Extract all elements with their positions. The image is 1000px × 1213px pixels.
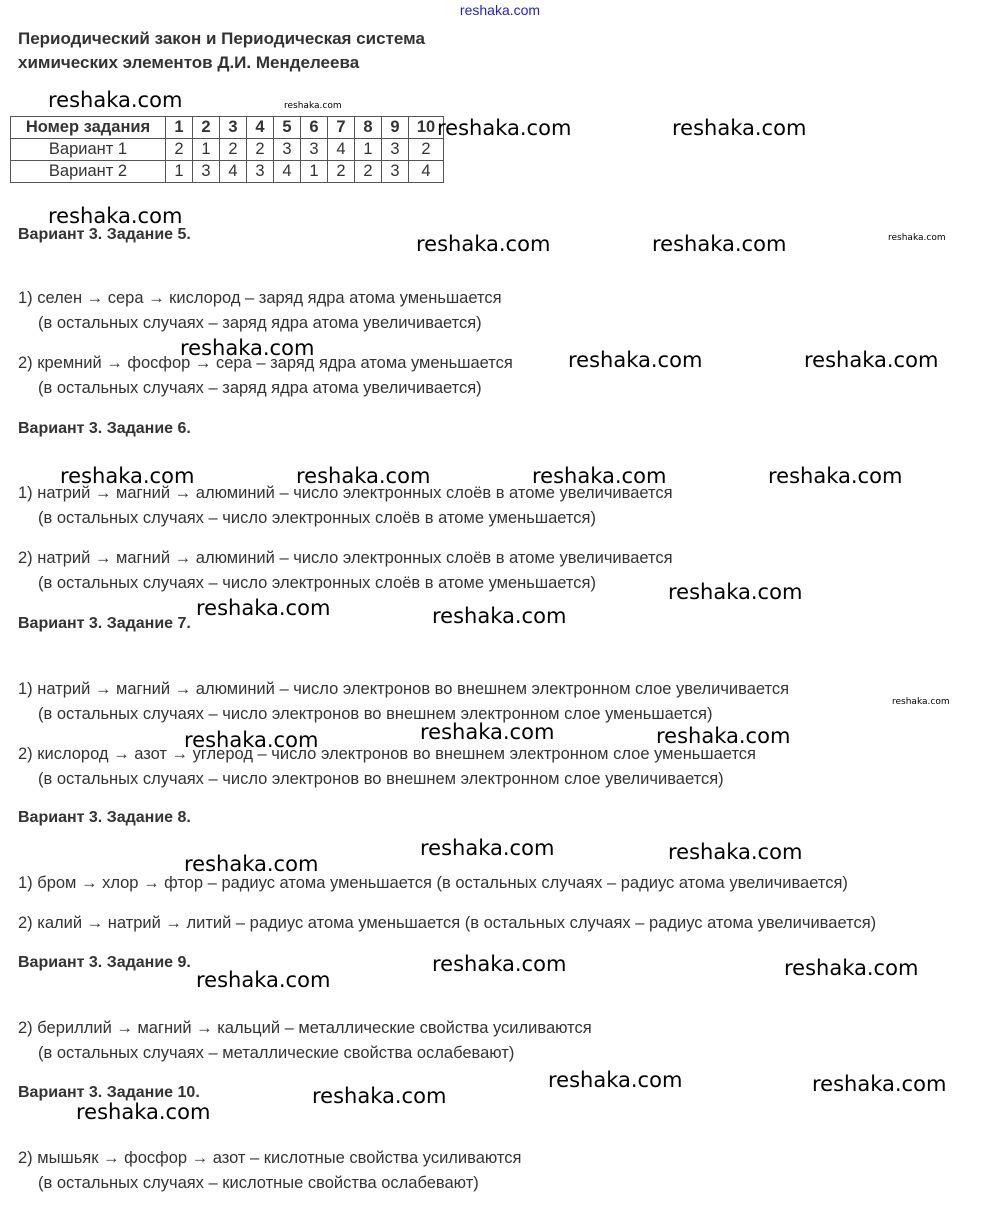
answer-line: 2) кислород → азот → углерод – число электронов во внешнем электронном слое уменьшается xyxy=(18,745,756,763)
table-cell: 1 xyxy=(355,139,382,161)
answer-line: (в остальных случаях – металлические свойства ослабевают) xyxy=(38,1044,515,1062)
watermark: reshaka.com xyxy=(48,204,183,228)
watermark: reshaka.com xyxy=(420,836,555,860)
table-header-cell: 8 xyxy=(355,117,382,139)
answer-line: 1) селен → сера → кислород – заряд ядра атома уменьшается xyxy=(18,289,502,307)
table-row xyxy=(11,139,444,161)
table-header-cell: 10 xyxy=(409,117,444,139)
table-header-cell: 6 xyxy=(301,117,328,139)
watermark: reshaka.com xyxy=(416,232,551,256)
table-header-cell: 4 xyxy=(247,117,274,139)
answer-line: 2) натрий → магний → алюминий – число электронных слоёв в атоме увеличивается xyxy=(18,549,673,567)
answer-line: 1) натрий → магний → алюминий – число электронных слоёв в атоме увеличивается xyxy=(18,484,673,502)
table-cell: 2 xyxy=(220,139,247,161)
table-cell: 4 xyxy=(220,161,247,183)
table-cell: 1 xyxy=(301,161,328,183)
table-header-cell: 7 xyxy=(328,117,355,139)
table-cell: 3 xyxy=(382,139,409,161)
table-row xyxy=(11,161,444,183)
table-cell: 3 xyxy=(274,139,301,161)
table-cell: 3 xyxy=(247,161,274,183)
table-cell: 1 xyxy=(166,161,193,183)
section-heading: Вариант 3. Задание 7. xyxy=(18,615,191,632)
watermark: reshaka.com xyxy=(804,348,939,372)
table-cell: 3 xyxy=(301,139,328,161)
watermark: reshaka.com xyxy=(652,232,787,256)
answer-line: (в остальных случаях – число электронных слоёв в атоме уменьшается) xyxy=(38,509,596,527)
table-header-cell: 2 xyxy=(193,117,220,139)
watermark: reshaka.com xyxy=(784,956,919,980)
top-link[interactable]: reshaka.com xyxy=(459,2,541,18)
watermark: reshaka.com xyxy=(812,1072,947,1096)
answer-line: (в остальных случаях – заряд ядра атома увеличивается) xyxy=(38,379,482,397)
table-header-cell: 1 xyxy=(166,117,193,139)
watermark: reshaka.com xyxy=(196,968,331,992)
watermark: reshaka.com xyxy=(548,1068,683,1092)
watermark: reshaka.com xyxy=(768,464,903,488)
watermark: reshaka.com xyxy=(60,464,195,488)
watermark-small: reshaka.com xyxy=(892,697,950,707)
watermark: reshaka.com xyxy=(420,720,555,744)
watermark: reshaka.com xyxy=(437,116,572,140)
watermark: reshaka.com xyxy=(180,336,315,360)
table-cell: 3 xyxy=(382,161,409,183)
table-cell: 2 xyxy=(409,139,444,161)
table-cell: 2 xyxy=(247,139,274,161)
watermark: reshaka.com xyxy=(196,596,331,620)
watermark: reshaka.com xyxy=(432,604,567,628)
watermark: reshaka.com xyxy=(568,348,703,372)
answers-table xyxy=(10,116,444,183)
answer-line: (в остальных случаях – число электронов во внешнем электронном слое уменьшается) xyxy=(38,705,713,723)
section-heading: Вариант 3. Задание 9. xyxy=(18,954,191,971)
table-cell: 4 xyxy=(409,161,444,183)
answer-line: 2) кремний → фосфор → сера – заряд ядра атома уменьшается xyxy=(18,354,513,372)
answer-line: (в остальных случаях – заряд ядра атома увеличивается) xyxy=(38,314,482,332)
watermark: reshaka.com xyxy=(432,952,567,976)
watermark: reshaka.com xyxy=(656,724,791,748)
table-header-row xyxy=(11,117,444,139)
watermark: reshaka.com xyxy=(296,464,431,488)
watermark: reshaka.com xyxy=(668,840,803,864)
section-heading: Вариант 3. Задание 8. xyxy=(18,809,191,826)
table-cell: 2 xyxy=(328,161,355,183)
table-header-cell: 3 xyxy=(220,117,247,139)
table-cell: 4 xyxy=(274,161,301,183)
answer-line: 2) мышьяк → фосфор → азот – кислотные свойства усиливаются xyxy=(18,1149,522,1167)
table-cell: 3 xyxy=(193,161,220,183)
watermark: reshaka.com xyxy=(76,1100,211,1124)
watermark: reshaka.com xyxy=(184,852,319,876)
watermark: reshaka.com xyxy=(48,88,183,112)
table-header-cell: 5 xyxy=(274,117,301,139)
table-cell: 2 xyxy=(355,161,382,183)
watermark: reshaka.com xyxy=(532,464,667,488)
watermark-small: reshaka.com xyxy=(888,233,946,243)
table-cell: Вариант 2 xyxy=(11,161,166,183)
section-heading: Вариант 3. Задание 6. xyxy=(18,420,191,437)
watermark: reshaka.com xyxy=(668,580,803,604)
section-heading: Вариант 3. Задание 10. xyxy=(18,1084,200,1101)
answer-line: 1) натрий → магний → алюминий – число электронов во внешнем электронном слое увеличивается xyxy=(18,680,790,698)
table-header-cell: 9 xyxy=(382,117,409,139)
table-cell: 2 xyxy=(166,139,193,161)
page-title-line-2: химических элементов Д.И. Менделеева xyxy=(18,53,360,72)
watermark: reshaka.com xyxy=(184,728,319,752)
answer-line: (в остальных случаях – число электронных слоёв в атоме уменьшается) xyxy=(38,574,596,592)
watermark-small: reshaka.com xyxy=(284,101,342,111)
page-title-line-1: Периодический закон и Периодическая система xyxy=(18,29,425,48)
answer-line: (в остальных случаях – кислотные свойства ослабевают) xyxy=(38,1174,479,1192)
answer-line: 1) бром → хлор → фтор – радиус атома уменьшается (в остальных случаях – радиус атома увеличивается) xyxy=(18,874,848,892)
watermark: reshaka.com xyxy=(672,116,807,140)
table-cell: 4 xyxy=(328,139,355,161)
section-heading: Вариант 3. Задание 5. xyxy=(18,226,191,243)
answer-line: (в остальных случаях – число электронов во внешнем электронном слое увеличивается) xyxy=(38,770,724,788)
watermark: reshaka.com xyxy=(312,1084,447,1108)
table-header-cell: Номер задания xyxy=(11,117,166,139)
table-cell: 1 xyxy=(193,139,220,161)
table-cell: Вариант 1 xyxy=(11,139,166,161)
answer-line: 2) бериллий → магний → кальций – металлические свойства усиливаются xyxy=(18,1019,592,1037)
answer-line: 2) калий → натрий → литий – радиус атома уменьшается (в остальных случаях – радиус атома увеличивается) xyxy=(18,914,877,932)
